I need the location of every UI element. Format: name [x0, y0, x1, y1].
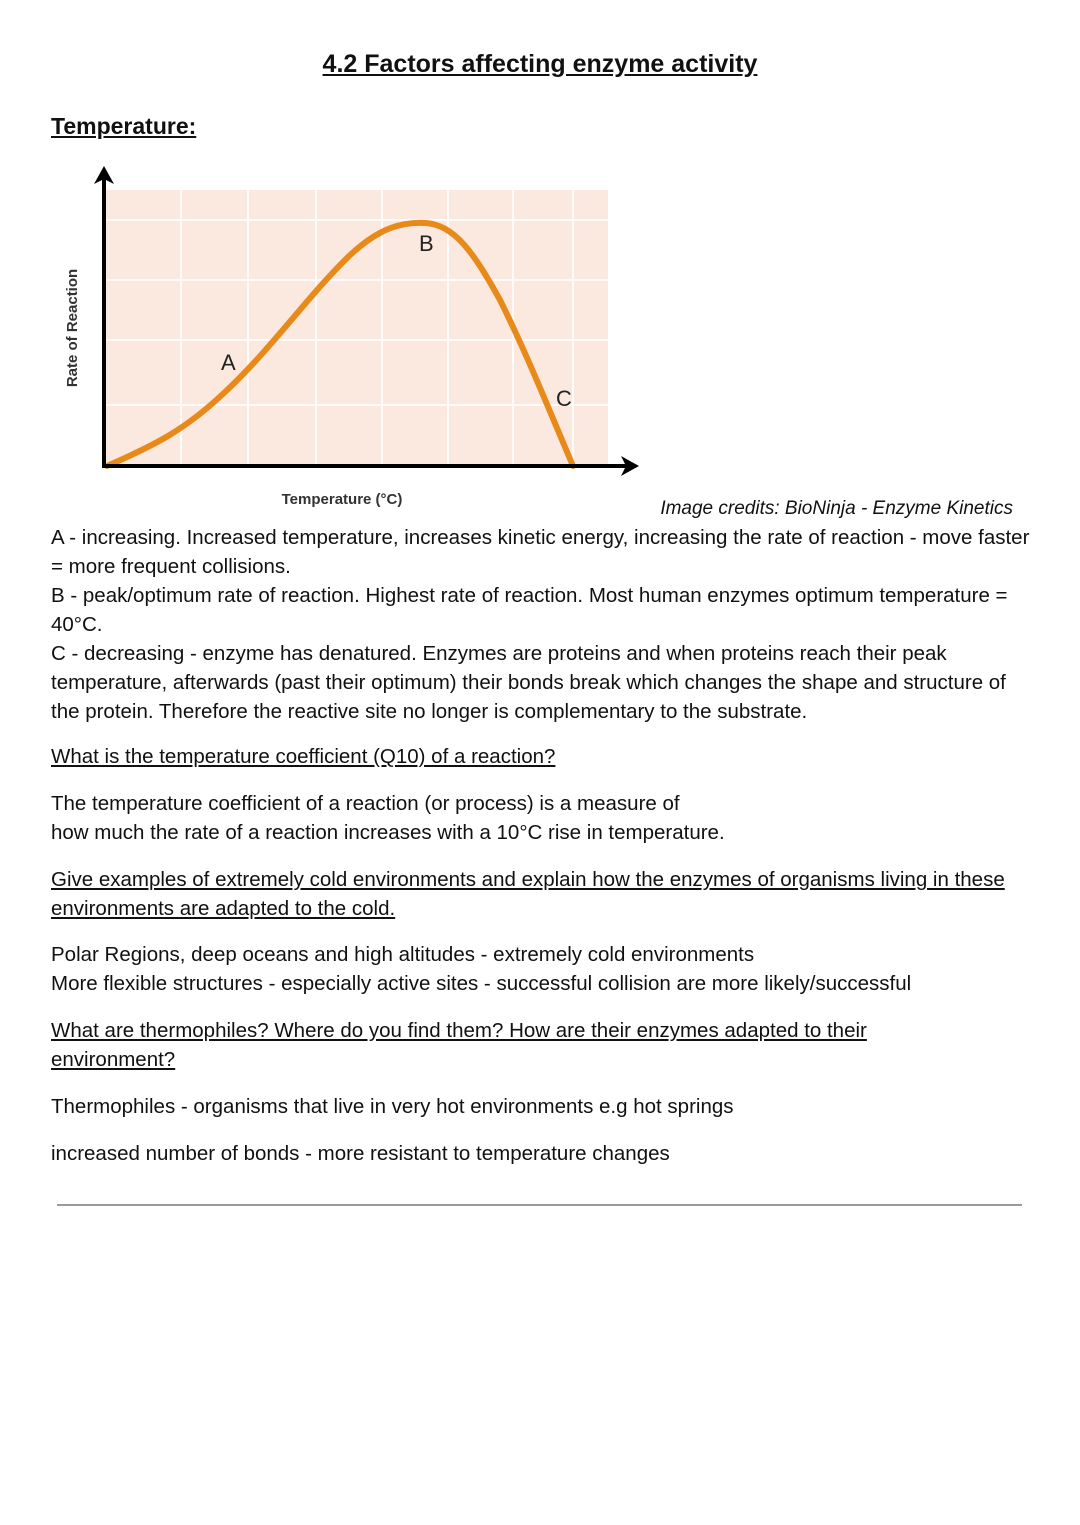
answer-q10	[51, 789, 1031, 847]
question-q10: What is the temperature coefficient (Q10) of a reaction?	[51, 745, 556, 768]
horizontal-divider	[57, 1204, 1022, 1206]
explanation-b: B - peak/optimum rate of reaction. Highest rate of reaction. Most human enzymes optimum temperature = 40°C.	[51, 584, 1008, 636]
answer-q10-line-2: how much the rate of a reaction increases with a 10°C rise in temperature.	[51, 821, 725, 844]
question-thermophiles: What are thermophiles? Where do you find them? How are their enzymes adapted to their environment?	[51, 1019, 867, 1071]
enzyme-temperature-chart	[55, 160, 655, 510]
explanation-c: C - decreasing - enzyme has denatured. Enzymes are proteins and when proteins reach their peak temperature, afterwards (past their optimum) their bonds break which changes the shape and structure of the protein. Therefore the reactive site no longer is complementary to the substrate.	[51, 642, 1006, 723]
explanation-a: A - increasing. Increased temperature, increases kinetic energy, increasing the rate of reaction - move faster = more frequent collisions.	[51, 526, 1030, 578]
answer-thermophiles-1: Thermophiles - organisms that live in very hot environments e.g hot springs	[51, 1095, 734, 1118]
point-label-a: A	[221, 350, 236, 375]
curve-explanations	[51, 523, 1031, 726]
answer-cold-line-1: Polar Regions, deep oceans and high altitudes - extremely cold environments	[51, 943, 755, 966]
answer-thermophiles-2: increased number of bonds - more resistant to temperature changes	[51, 1142, 670, 1165]
point-label-c: C	[556, 386, 572, 411]
answer-cold-line-2: More flexible structures - especially active sites - successful collision are more likely/successful	[51, 972, 912, 995]
y-axis-label: Rate of Reaction	[64, 268, 81, 388]
answer-q10-line-1: The temperature coefficient of a reaction (or process) is a measure of	[51, 792, 680, 815]
page-title: 4.2 Factors affecting enzyme activity	[322, 50, 758, 78]
image-credits: Image credits: BioNinja - Enzyme Kinetics	[660, 498, 1013, 519]
x-axis-label: Temperature (°C)	[281, 491, 403, 508]
point-label-b: B	[419, 231, 434, 256]
question-cold-environments: Give examples of extremely cold environments and explain how the enzymes of organisms living in these environments are adapted to the cold.	[51, 868, 1005, 920]
section-heading-temperature: Temperature:	[51, 113, 197, 139]
answer-cold-environments	[51, 940, 1031, 998]
